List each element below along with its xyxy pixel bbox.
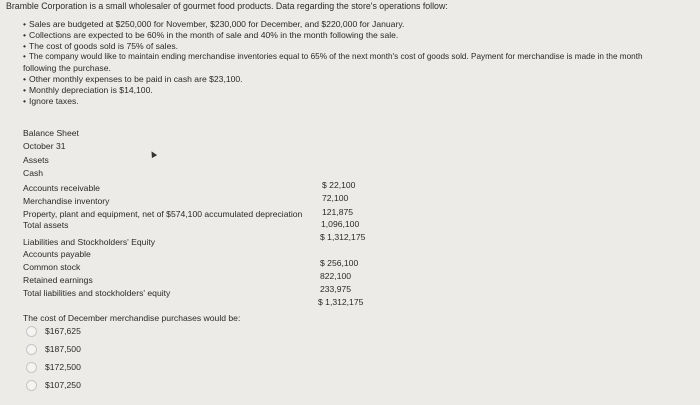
- bullet-taxes: • Ignore taxes.: [23, 96, 79, 106]
- bullet-inventory-policy-continuation: following the purchase.: [23, 63, 111, 73]
- accounts-receivable-label: Accounts receivable: [23, 183, 100, 193]
- answer-option-label[interactable]: $107,250: [45, 380, 81, 390]
- radio-button-icon[interactable]: [26, 326, 37, 337]
- cash-label: Cash: [23, 168, 44, 178]
- answer-option-label[interactable]: $167,625: [45, 326, 81, 336]
- bullet-inventory-policy: • The company would like to maintain ending merchandise inventories equal to 65% of the next month's cost of goods sold. Payment for merchandise is made in the month: [23, 52, 643, 62]
- bullet-other-expenses: • Other monthly expenses to be paid in cash are $23,100.: [23, 74, 243, 84]
- total-assets-label: Total assets: [23, 220, 69, 230]
- accounts-payable-value: $ 256,100: [320, 258, 359, 268]
- common-stock-label: Common stock: [23, 262, 81, 272]
- common-stock-value: 822,100: [320, 271, 352, 281]
- bullet-sales: • Sales are budgeted at $250,000 for November, $230,000 for December, and $220,000 for January.: [23, 19, 404, 29]
- total-liabilities-equity-value: $ 1,312,175: [318, 297, 364, 307]
- liabilities-equity-heading: Liabilities and Stockholders' Equity: [23, 237, 156, 247]
- radio-button-icon[interactable]: [26, 380, 37, 391]
- merchandise-inventory-value: 121,875: [322, 207, 354, 217]
- balance-sheet-title: Balance Sheet: [23, 128, 79, 138]
- assets-heading: Assets: [23, 155, 49, 165]
- cash-value: $ 22,100: [322, 180, 356, 190]
- mouse-cursor-icon: [149, 150, 157, 158]
- answer-option-label[interactable]: $172,500: [45, 362, 81, 372]
- radio-button-icon[interactable]: [26, 362, 37, 373]
- accounts-payable-label: Accounts payable: [23, 249, 91, 259]
- merchandise-inventory-label: Merchandise inventory: [23, 196, 110, 206]
- accounts-receivable-value: 72,100: [322, 193, 349, 203]
- retained-earnings-value: 233,975: [320, 284, 352, 294]
- total-liabilities-equity-label: Total liabilities and stockholders' equity: [23, 288, 171, 298]
- ppe-value: 1,096,100: [321, 219, 360, 229]
- answer-option-label[interactable]: $187,500: [45, 344, 81, 354]
- problem-intro: Bramble Corporation is a small wholesaler of gourmet food products. Data regarding the store's operations follow:: [6, 1, 448, 11]
- bullet-depreciation: • Monthly depreciation is $14,100.: [23, 85, 153, 95]
- radio-button-icon[interactable]: [26, 344, 37, 355]
- bullet-cogs: • The cost of goods sold is 75% of sales.: [23, 41, 178, 51]
- question-prompt: The cost of December merchandise purchases would be:: [23, 313, 241, 323]
- bullet-collections: • Collections are expected to be 60% in the month of sale and 40% in the month following the sale.: [23, 30, 398, 40]
- ppe-label: Property, plant and equipment, net of $574,100 accumulated depreciation: [23, 209, 303, 219]
- balance-sheet-date: October 31: [23, 141, 66, 151]
- retained-earnings-label: Retained earnings: [23, 275, 93, 285]
- total-assets-value: $ 1,312,175: [320, 232, 366, 242]
